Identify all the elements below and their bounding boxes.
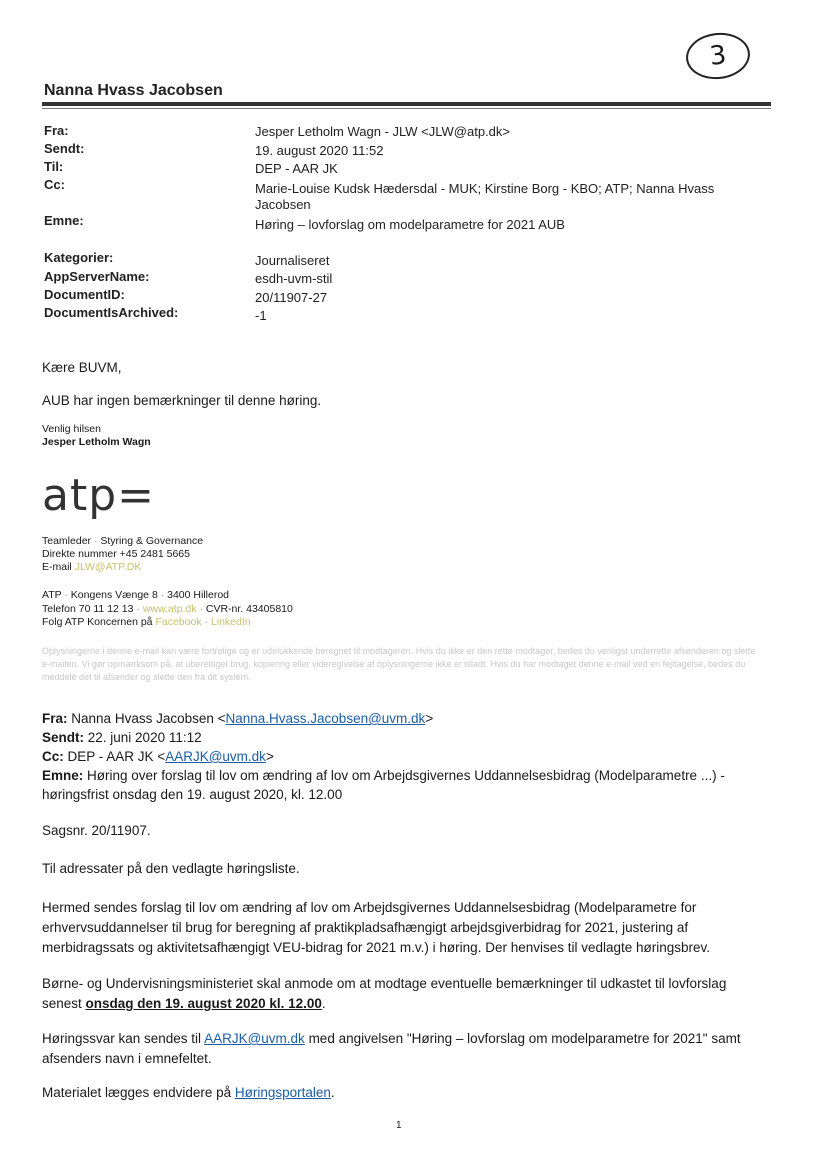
orig-sent-label: Sendt: [42, 730, 84, 745]
cc-label: Cc: [44, 177, 65, 192]
orig-from-close: > [425, 711, 434, 726]
atp-logo: atp= [42, 470, 156, 521]
paragraph-1: Hermed sendes forslag til lov om ændring af lov om Arbejdsgivernes Uddannelsesbidrag (Modelparametre for erhvervsuddannelser til brug for beregning af praktikpladsafhængigt arbejdsgiverbidrag for 2021, justering af merbidragssats og aktivitetsafhængigt VEU-bidrag for 2021 m.v.) i høring. Der henvises til vedlagte høringsbrev. [42, 900, 711, 955]
reply-text: AUB har ingen bemærkninger til denne høring. [42, 393, 322, 408]
signature-email-row [42, 561, 141, 573]
signature-org: ATP [42, 589, 62, 601]
mailbox-owner-name: Nanna Hvass Jacobsen [44, 82, 223, 99]
orig-subject-label: Emne: [42, 768, 84, 783]
reply-greeting: Kære BUVM, [42, 360, 122, 375]
separator-dot: · [199, 603, 203, 615]
to-value: DEP - AAR JK [255, 161, 338, 176]
orig-sent-row [42, 730, 202, 745]
paragraph-3 [42, 1029, 767, 1069]
signature-title-a: Teamleder [42, 535, 92, 547]
signature-phone-row [42, 603, 293, 615]
separator-dot: · [204, 616, 208, 628]
signature-phone: Telefon 70 11 12 13 [42, 603, 134, 615]
subject-label: Emne: [44, 213, 84, 228]
separator-dot: · [64, 589, 68, 601]
orig-from-label: Fra: [42, 711, 68, 726]
orig-subject-line2: høringsfrist onsdag den 19. august 2020, kl. 12.00 [42, 787, 343, 802]
signature-address [42, 589, 229, 601]
hoeringsportalen-link[interactable]: Høringsportalen [234, 1085, 331, 1100]
signature-city: 3400 Hillerod [167, 589, 229, 601]
archived-label: DocumentIsArchived: [44, 305, 179, 320]
orig-subject-row [42, 768, 725, 783]
facebook-link[interactable]: Facebook [155, 616, 202, 628]
categories-label: Kategorier: [44, 250, 114, 265]
signature-email-label: E-mail [42, 561, 72, 573]
sent-label: Sendt: [44, 141, 85, 156]
orig-cc-label: Cc: [42, 749, 64, 764]
paragraph-3-text: Høringssvar kan sendes til [42, 1031, 205, 1046]
page-number-handwritten: 3 [684, 30, 752, 82]
orig-cc-name: DEP - AAR JK < [67, 749, 166, 764]
header-rule [42, 102, 771, 106]
orig-from-row [42, 711, 433, 726]
separator-dot: · [93, 535, 98, 547]
paragraph-4-text: Materialet lægges endvidere på [42, 1085, 235, 1100]
orig-cc-close: > [265, 749, 274, 764]
from-value: Jesper Letholm Wagn - JLW <JLW@atp.dk> [255, 124, 510, 139]
sender-name: Jesper Letholm Wagn [42, 436, 151, 448]
orig-subject-line1: Høring over forslag til lov om ændring af lov om Arbejdsgivernes Uddannelsesbidrag (Modelparametre ...) - [87, 768, 725, 783]
docid-label: DocumentID: [44, 287, 125, 302]
paragraph-2 [42, 974, 767, 1014]
cc-value: Marie-Louise Kudsk Hædersdal - MUK; Kirstine Borg - KBO; ATP; Nanna Hvass Jacobsen [255, 181, 715, 212]
separator-dot: · [160, 589, 165, 601]
orig-cc-row [42, 749, 274, 764]
from-label: Fra: [44, 123, 69, 138]
to-label: Til: [44, 159, 64, 174]
orig-from-name: Nanna Hvass Jacobsen < [71, 711, 226, 726]
subject-value: Høring – lovforslag om modelparametre for 2021 AUB [255, 217, 565, 232]
orig-from-email-link[interactable]: Nanna.Hvass.Jacobsen@uvm.dk [225, 711, 426, 726]
signature-web-link[interactable]: www.atp.dk [142, 603, 197, 615]
paragraph-2-end: . [321, 996, 326, 1011]
linkedin-link[interactable]: LinkedIn [210, 616, 251, 628]
regards: Venlig hilsen [42, 423, 101, 435]
signature-title-b: Styring & Governance [100, 535, 204, 547]
paragraph-4-end: . [330, 1085, 335, 1100]
signature-follow: Folg ATP Koncernen på [42, 616, 153, 628]
appserver-label: AppServerName: [44, 269, 150, 284]
archived-value: -1 [255, 308, 267, 323]
case-number: Sagsnr. 20/11907. [42, 823, 151, 838]
orig-sent-value: 22. juni 2020 11:12 [87, 730, 202, 745]
signature-direct-number: Direkte nummer +45 2481 5665 [42, 548, 190, 560]
signature-cvr: CVR-nr. 43405810 [205, 603, 293, 615]
paragraph-4 [42, 1085, 335, 1100]
docid-value: 20/11907-27 [255, 290, 328, 305]
confidentiality-disclaimer: Oplysningerne i denne e-mail kan være fortrolige og er udelukkende beregnet til modtageren. Hvis du ikke er den rette modtager, bedes du venligst underrette afsenderen og slette e-mailen. Vi gør opmærksom på, at uberettiget brug, kopiering eller videregivelse af oplysningerne ikke er tilladt. Hvis du har modtaget denne e-mail ved en fejltagelse, bedes du meddele det til afsender og slette den fra dit system. [42, 646, 756, 682]
paragraph-2-text: Børne- og Undervisningsministeriet skal anmode om at modtage eventuelle bemærkninger til udkastet til lovforslag senest [42, 976, 727, 1011]
separator-dot: · [136, 603, 140, 615]
paragraph-3-email-link[interactable]: AARJK@uvm.dk [204, 1031, 305, 1046]
categories-value: Journaliseret [255, 253, 330, 268]
deadline: onsdag den 19. august 2020 kl. 12.00 [85, 996, 322, 1011]
footer-page-number: 1 [396, 1120, 402, 1131]
addressees-line: Til adressater på den vedlagte høringsliste. [42, 861, 300, 876]
orig-cc-email-link[interactable]: AARJK@uvm.dk [165, 749, 266, 764]
signature-follow-row [42, 616, 251, 628]
sent-value: 19. august 2020 11:52 [255, 143, 384, 158]
paragraph-3-rest: med angivelsen "Høring – lovforslag om modelparametre for 2021" samt afsenders navn i emnefeltet. [42, 1031, 741, 1066]
header-rule-thin [42, 108, 771, 109]
signature-title [42, 535, 203, 547]
signature-street: Kongens Vænge 8 [70, 589, 158, 601]
appserver-value: esdh-uvm-stil [255, 271, 333, 286]
signature-email-link[interactable]: JLW@ATP.DK [74, 561, 142, 573]
